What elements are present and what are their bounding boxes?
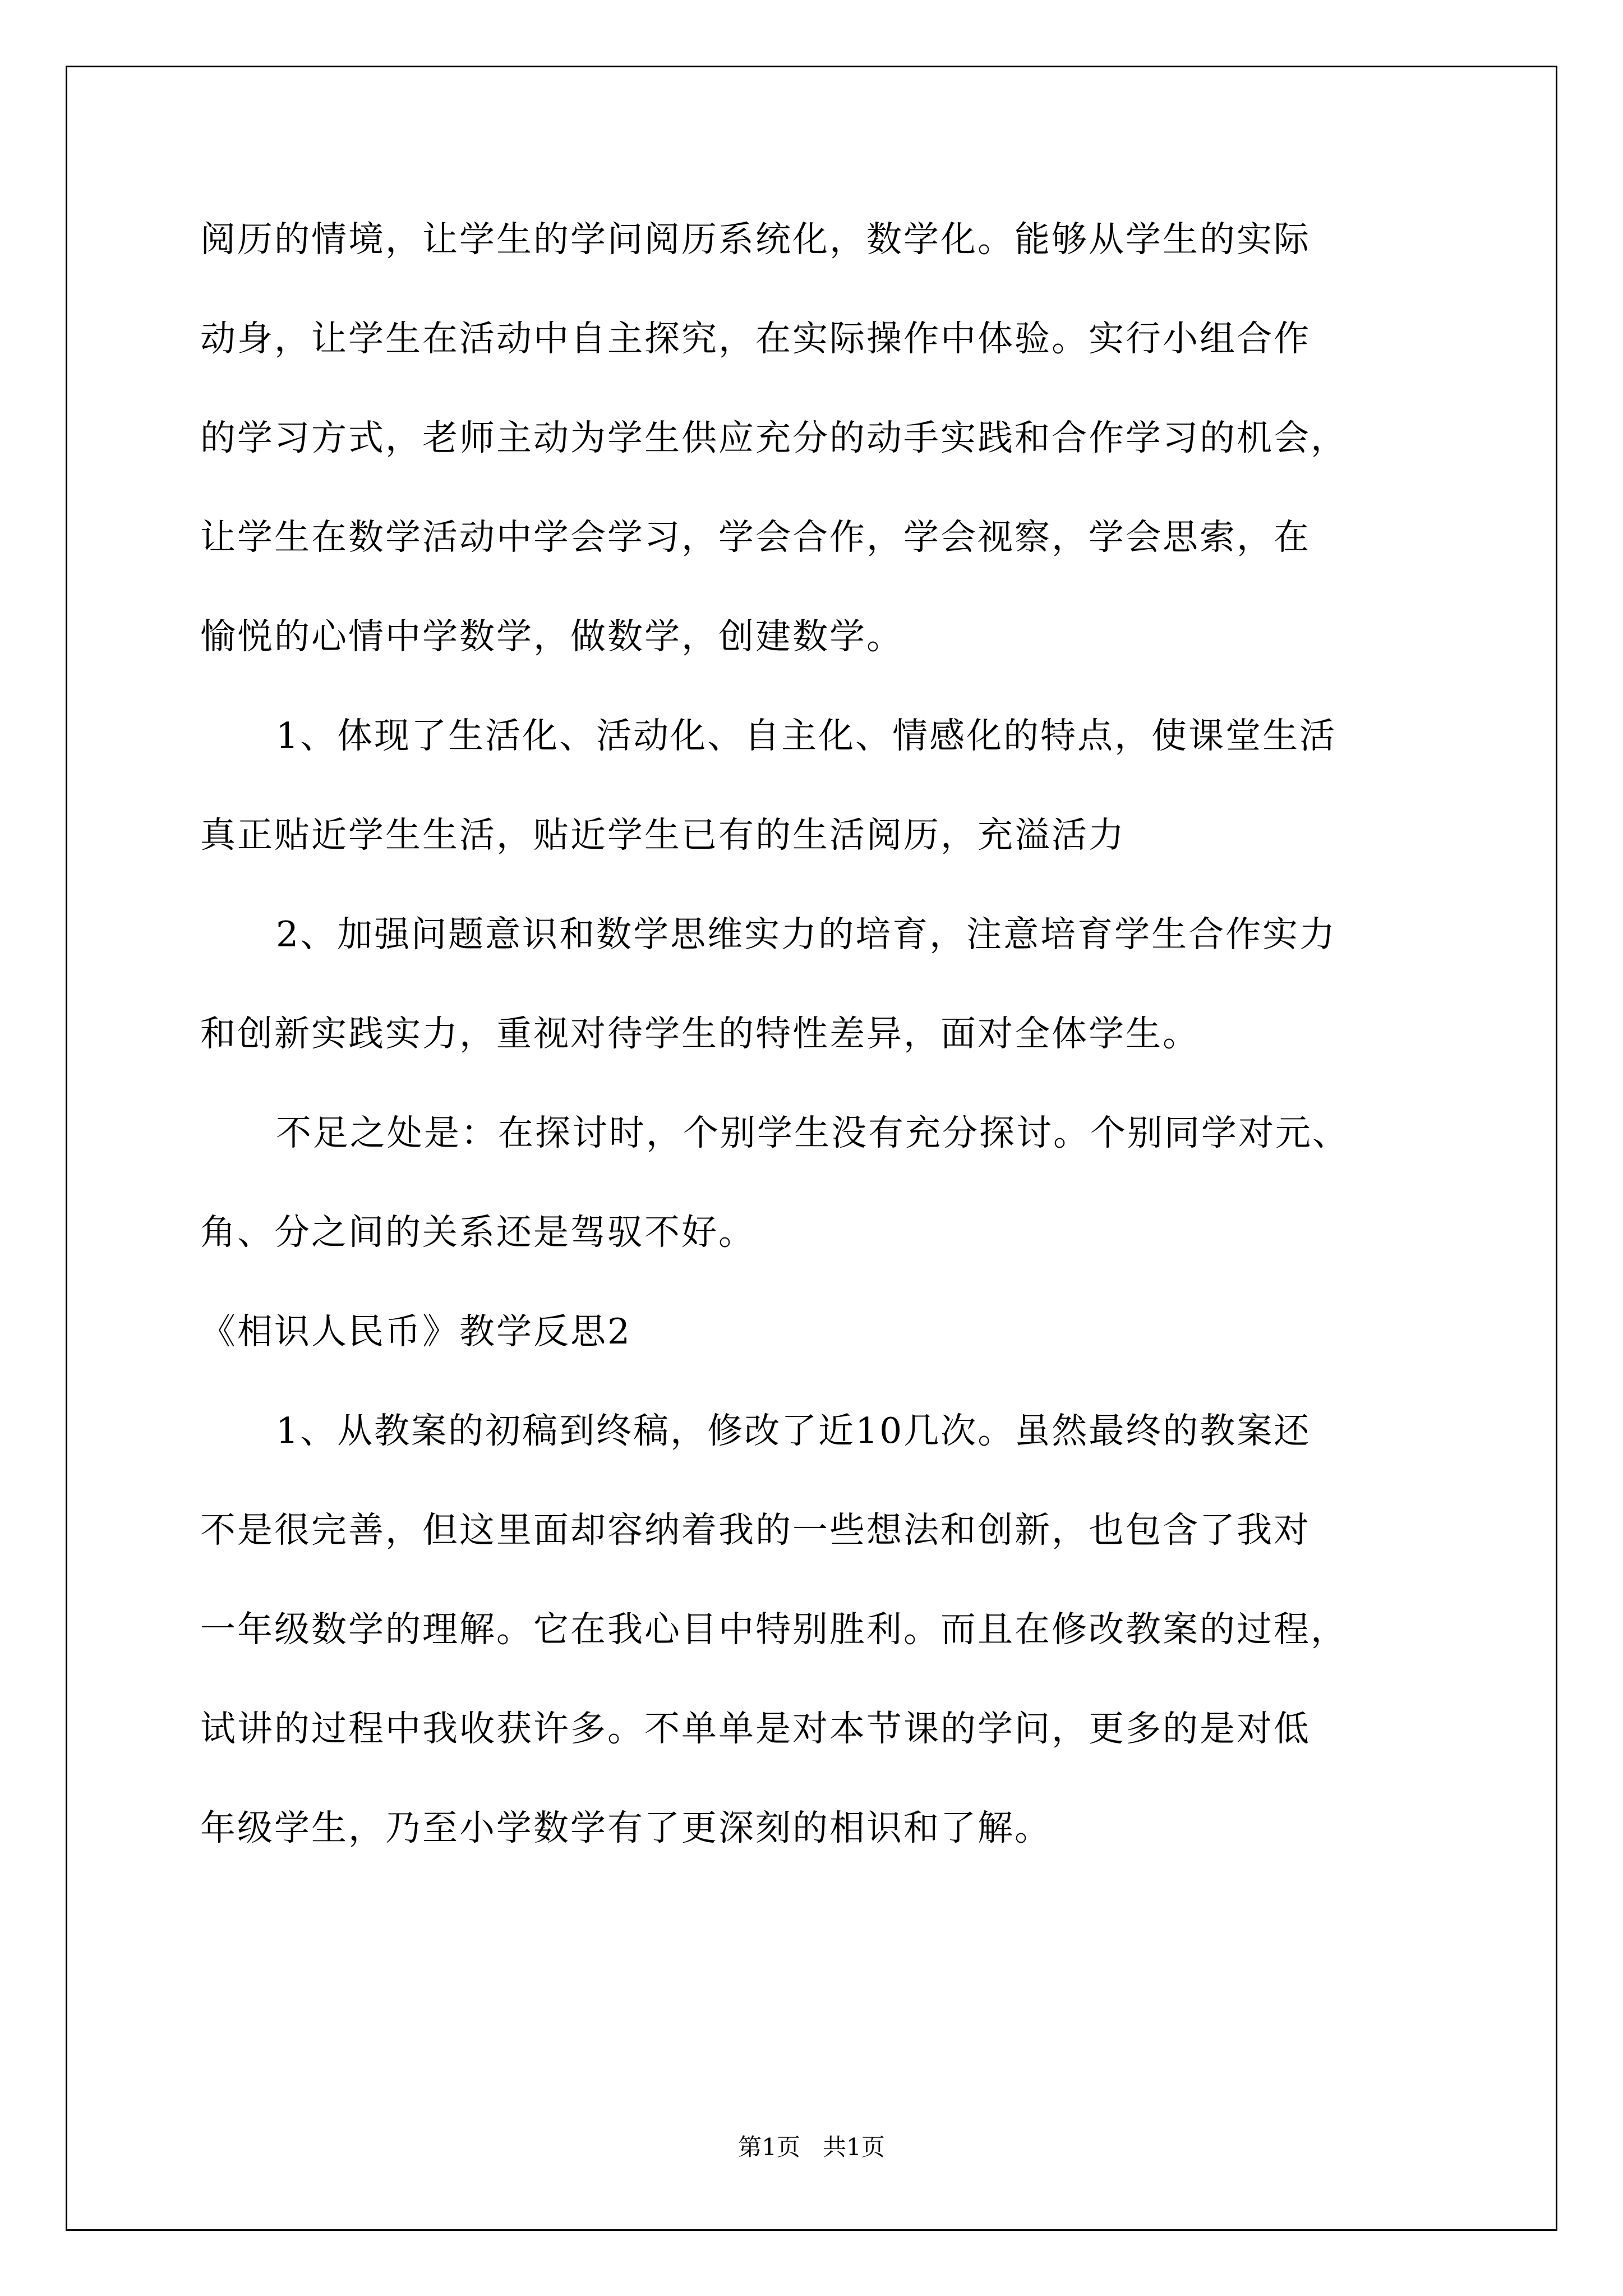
paragraph-line: 年级学生，乃至小学数学有了更深刻的相识和了解。	[200, 1807, 1052, 1848]
paragraph-line: 1、从教案的初稿到终稿，修改了近10几次。虽然最终的教案还	[276, 1410, 1311, 1451]
page-number: 第1页 共1页	[738, 2133, 885, 2161]
paragraph-line: 不足之处是：在探讨时，个别学生没有充分探讨。个别同学对元、	[276, 1112, 1349, 1153]
document-body	[200, 219, 1484, 1910]
paragraph-line: 让学生在数学活动中学会学习，学会合作，学会视察，学会思索，在	[200, 517, 1311, 558]
paragraph-line: 动身，让学生在活动中自主探究，在实际操作中体验。实行小组合作	[200, 318, 1311, 359]
paragraph-line: 不是很完善，但这里面却容纳着我的一些想法和创新，也包含了我对	[200, 1510, 1311, 1550]
section-heading: 《相识人民币》教学反思2	[200, 1311, 632, 1352]
paragraph-line: 阅历的情境，让学生的学问阅历系统化，数学化。能够从学生的实际	[200, 219, 1311, 260]
paragraph-line: 和创新实践实力，重视对待学生的特性差异，面对全体学生。	[200, 1013, 1200, 1054]
paragraph-line: 真正贴近学生生活，贴近学生已有的生活阅历，充溢活力	[200, 815, 1126, 855]
paragraph-line: 愉悦的心情中学数学，做数学，创建数学。	[200, 616, 903, 657]
paragraph-line: 的学习方式，老师主动为学生供应充分的动手实践和合作学习的机会，	[200, 417, 1348, 458]
paragraph-line: 角、分之间的关系还是驾驭不好。	[200, 1212, 755, 1253]
paragraph-line: 1、体现了生活化、活动化、自主化、情感化的特点，使课堂生活	[276, 715, 1337, 756]
paragraph-line: 2、加强问题意识和数学思维实力的培育，注意培育学生合作实力	[276, 914, 1337, 955]
paragraph-line: 一年级数学的理解。它在我心目中特别胜利。而且在修改教案的过程，	[200, 1609, 1348, 1650]
paragraph-line: 试讲的过程中我收获许多。不单单是对本节课的学问，更多的是对低	[200, 1708, 1311, 1749]
